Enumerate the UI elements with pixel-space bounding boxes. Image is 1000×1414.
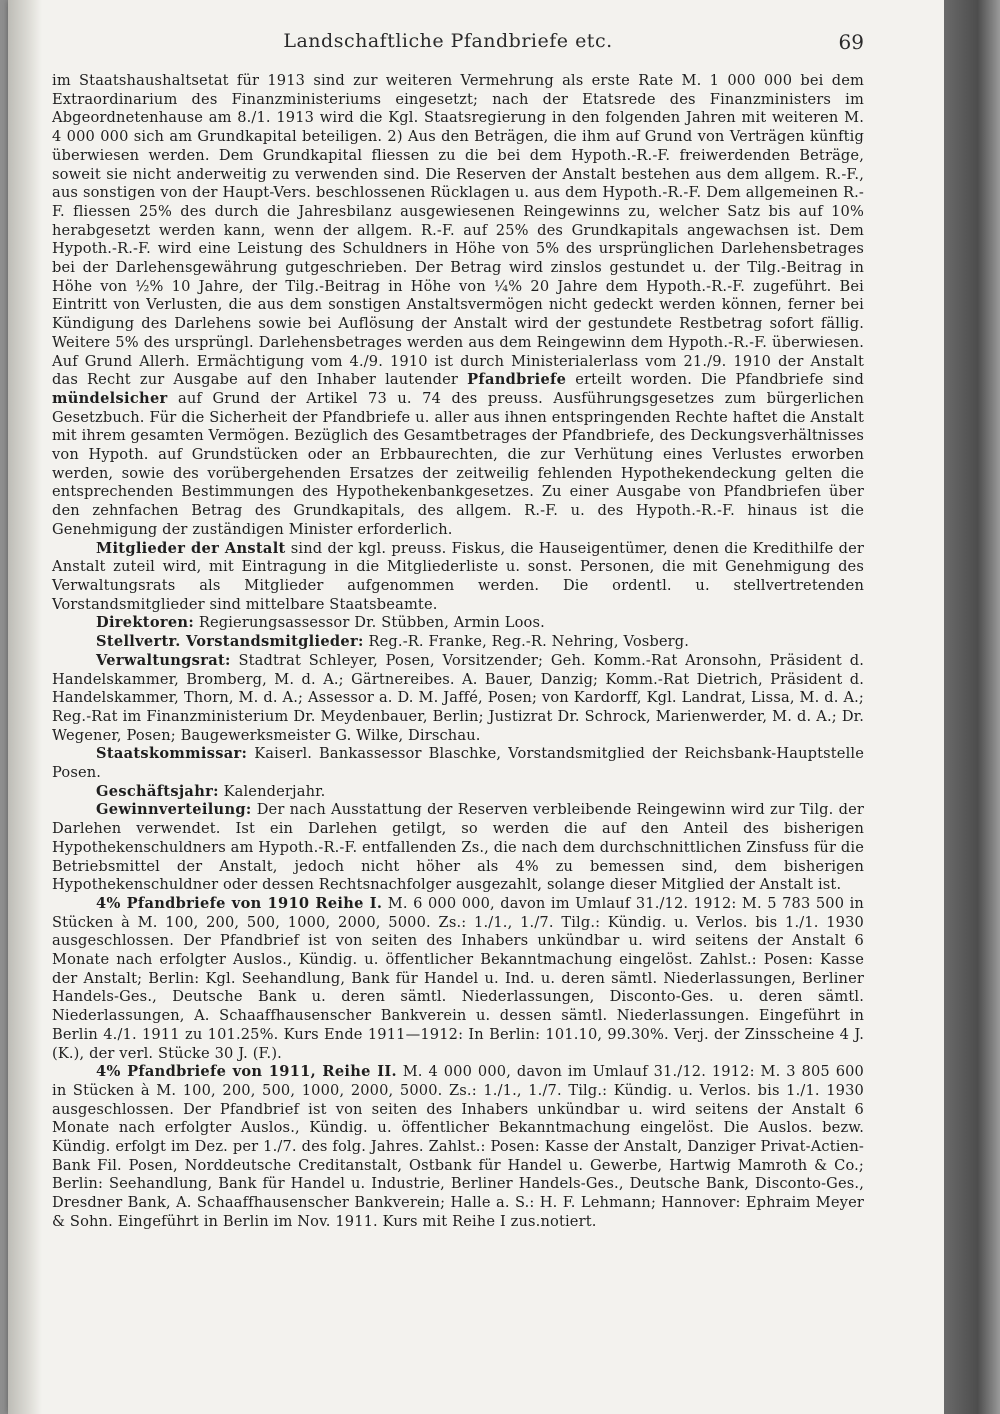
section-heading-mitglieder: Mitglieder der Anstalt [96,539,286,557]
section-heading-geschaeftsjahr: Geschäftsjahr: [96,782,219,800]
section-heading-gewinnverteilung: Gewinnverteilung: [96,801,252,819]
running-title: Landschaftliche Pfandbriefe etc. [283,30,613,52]
text-run: Kalenderjahr. [223,782,326,800]
text-run: Regierungsassessor Dr. Stübben, Armin Loos. [198,614,545,632]
bold-term-muendelsicher: mündelsicher [52,389,168,407]
page-header [8,30,944,60]
text-run: Reg.-R. Franke, Reg.-R. Nehring, Vosberg. [368,633,690,651]
text-run: Kaiserl. Bankassessor Blaschke, Vorstandsmitglied der Reichsbank-Hauptstelle Posen. [52,745,864,782]
bold-term-pfandbriefe: Pfandbriefe [467,371,567,389]
page-body [52,72,864,1232]
text-run: erteilt worden. Die Pfandbriefe sind [575,371,865,389]
paragraph-geschaeftsjahr [52,783,864,802]
text-run: Stadtrat Schleyer, Posen, Vorsitzender; Geh. Komm.-Rat Aronsohn, Präsident d. Handelskammer, Bromberg, M. d. A.; Gärtnereibes. A. Bauer, Danzig; Komm.-Rat Dietrich, Präsident d. Handelskammer, Thorn, M. d. A.; Assessor a. D. M. Jaffé, Posen; von Kardorff, Kgl. Landrat, Lissa, M. d. A.; Reg.-Rat im Finanzministerium Dr. Meydenbauer, Berlin; Justizrat Dr. Schrock, Marienwerder, M. d. A.; Dr. Wegener, Posen; Baugewerksmeister G. Wilke, Dirschau. [52,651,864,744]
paragraph-pfandbriefe-reihe-2 [52,1063,864,1231]
section-heading-reihe-2: 4% Pfandbriefe von 1911, Reihe II. [96,1063,397,1081]
scan-right-edge [944,0,1000,1414]
section-heading-reihe-1: 4% Pfandbriefe von 1910 Reihe I. [96,894,383,912]
section-heading-stellvertreter: Stellvertr. Vorstandsmitglieder: [96,633,364,651]
text-run: sind der kgl. preuss. Fiskus, die Hauseigentümer, denen die Kredithilfe der Anstalt zuteil wird, mit Eintragung in die Mitgliederliste u. sonst. Personen, die mit Genehmigung des Verwaltungsrats als Mitglieder aufgenommen werden. Die ordentl. u. stellvertretenden Vorstandsmitglieder sind mittelbare Staatsbeamte. [52,539,864,613]
text-run: auf Grund der Artikel 73 u. 74 des preuss. Ausführungsgesetzes zum bürgerlichen Gesetzbuch. Für die Sicherheit der Pfandbriefe u. aller aus ihnen entspringenden Rechte haftet die Anstalt mit ihrem gesamten Vermögen. Bezüglich des Gesamtbetrages der Pfandbriefe, des Deckungsverhältnisses von Hypoth. auf Grundstücken oder an Erbbaurechten, die zur Verhütung eines Verlustes erworben werden, sowie des vorübergehenden Ersatzes der zeitweilig fehlenden Hypothekendeckung gelten die entsprechenden Bestimmungen des Hypothekenbankgesetzes. Zu einer Ausgabe von Pfandbriefen über den zehnfachen Betrag des Grundkapitals, des allgem. R.-F. u. des Hypoth.-R.-F. hinaus ist die Genehmigung der zuständigen Minister erforderlich. [52,389,865,538]
paragraph-pfandbriefe-reihe-1 [52,895,864,1063]
paragraph-direktoren [52,614,864,633]
text-run: Der nach Ausstattung der Reserven verbleibende Reingewinn wird zur Tilg. der Darlehen verwendet. Ist ein Darlehen getilgt, so werden die auf den Anteil des bisherigen Hypothekenschuldners am Hypoth.-R.-F. entfallenden Zs., die nach dem durchschnittlichen Zinsfuss für die Betriebsmittel der Anstalt, jedoch nicht höher als 4% zu bemessen sind, dem bisherigen Hypothekenschuldner oder dessen Rechtsnachfolger ausgezahlt, solange dieser Mitglied der Anstalt ist. [52,801,864,894]
paragraph-grundkapital [52,72,864,540]
book-page [8,0,944,1414]
paragraph-stellvertreter [52,633,864,652]
paragraph-verwaltungsrat [52,652,864,746]
paragraph-staatskommissar [52,745,864,782]
text-run: M. 4 000 000, davon im Umlauf 31./12. 1912: M. 3 805 600 in Stücken à M. 100, 200, 500, 1000, 2000, 5000. Zs.: 1./1., 1./7. Tilg.: Kündig. u. Verlos. bis 1./1. 1930 ausgeschlossen. Der Pfandbrief ist von seiten des Inhabers unkündbar u. wird seitens der Anstalt 6 Monate nach erfolgter Auslos., Kündig. u. öffentlicher Bekanntmachung eingelöst. Die Auslos. bezw. Kündig. erfolgt im Dez. per 1./7. des folg. Jahres. Zahlst.: Posen: Kasse der Anstalt, Danziger Privat-Actien-Bank Fil. Posen, Norddeutsche Creditanstalt, Ostbank für Handel u. Gewerbe, Hartwig Mamroth & Co.; Berlin: Seehandlung, Bank für Handel u. Industrie, Berliner Handels-Ges., Deutsche Bank, Disconto-Ges., Dresdner Bank, A. Schaaffhausenscher Bankverein; Halle a. S.: H. F. Lehmann; Hannover: Ephraim Meyer & Sohn. Eingeführt in Berlin im Nov. 1911. Kurs mit Reihe I zus.notiert. [52,1063,864,1230]
section-heading-staatskommissar: Staatskommissar: [96,745,248,763]
section-heading-direktoren: Direktoren: [96,614,195,632]
page-number: 69 [838,30,864,54]
paragraph-mitglieder [52,540,864,615]
text-run: im Staatshaushaltsetat für 1913 sind zur weiteren Vermehrung als erste Rate M. 1 000 000 bei dem Extraordinarium des Finanzministeriums eingesetzt; nach der Etatsrede des Finanzministers im Abgeordnetenhause am 8./1. 1913 wird die Kgl. Staatsregierung in den folgenden Jahren mit weiteren M. 4 000 000 sich am Grundkapital beteiligen. 2) Aus den Beträgen, die ihm auf Grund von Verträgen künftig überwiesen werden. Dem Grundkapital fliessen zu die bei dem Hypoth.-R.-F. freiwerdenden Beträge, soweit sie nicht anderweitig zu verwenden sind. Die Reserven der Anstalt bestehen aus dem allgem. R.-F., aus sonstigen von der Haupt-Vers. beschlossenen Rücklagen u. aus dem Hypoth.-R.-F. Dem allgemeinen R.-F. fliessen 25% des durch die Jahresbilanz ausgewiesenen Reingewinns zu, welcher Satz bis auf 10% herabgesetzt werden kann, wenn der allgem. R.-F. auf 25% des Grundkapitals angewachsen ist. Dem Hypoth.-R.-F. wird eine Leistung des Schuldners in Höhe von 5% des ursprünglichen Darlehensbetrages bei der Darlehensgewährung gutgeschrieben. Der Betrag wird zinslos gestundet u. der Tilg.-Beitrag in Höhe von ½% 10 Jahre, der Tilg.-Beitrag in Höhe von ¼% 20 Jahre dem Hypoth.-R.-F. zugeführt. Bei Eintritt von Verlusten, die aus dem sonstigen Anstaltsvermögen nicht gedeckt werden können, ferner bei Kündigung des Darlehens sowie bei Auflösung der Anstalt wird der gestundete Restbetrag sofort fällig. Weitere 5% des ursprüngl. Darlehensbetrages werden aus dem Reingewinn dem Hypoth.-R.-F. überwiesen. Auf Grund Allerh. Ermächtigung vom 4./9. 1910 ist durch Ministerialerlass vom 21./9. 1910 der Anstalt das Recht zur Ausgabe auf den Inhaber lautender [52,72,864,389]
paragraph-gewinnverteilung [52,801,864,895]
text-run: M. 6 000 000, davon im Umlauf 31./12. 1912: M. 5 783 500 in Stücken à M. 100, 200, 500, 1000, 2000, 5000. Zs.: 1./1., 1./7. Tilg.: Kündig. u. Verlos. bis 1./1. 1930 ausgeschlossen. Der Pfandbrief ist von seiten des Inhabers unkündbar u. wird seitens der Anstalt 6 Monate nach erfolgter Auslos., Kündig. u. öffentlicher Bekanntmachung eingelöst. Zahlst.: Posen: Kasse der Anstalt; Berlin: Kgl. Seehandlung, Bank für Handel u. Ind. u. deren sämtl. Niederlassungen, Berliner Handels-Ges., Deutsche Bank u. deren sämtl. Niederlassungen, Disconto-Ges. u. deren sämtl. Niederlassungen, A. Schaaffhausenscher Bankverein u. dessen sämtl. Niederlassungen. Eingeführt in Berlin 4./1. 1911 zu 101.25%. Kurs Ende 1911—1912: In Berlin: 101.10, 99.30%. Verj. der Zinsscheine 4 J. (K.), der verl. Stücke 30 J. (F.). [52,894,864,1062]
section-heading-verwaltungsrat: Verwaltungsrat: [96,651,231,669]
